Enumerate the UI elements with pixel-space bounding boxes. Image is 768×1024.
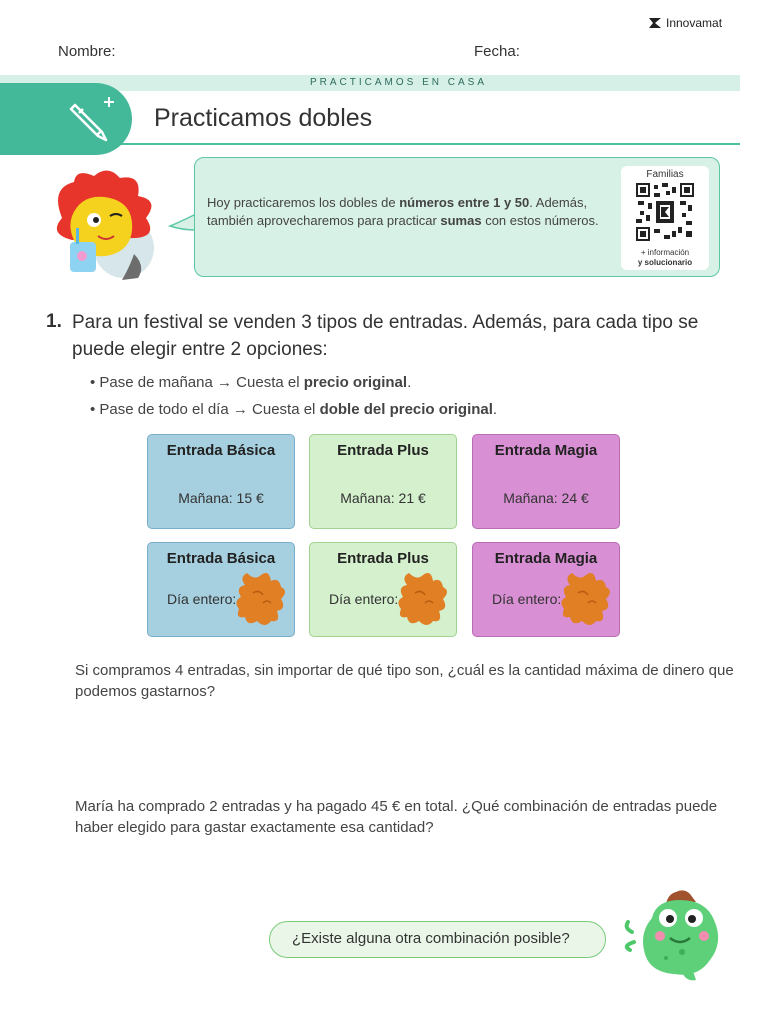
name-label: Nombre: [58, 43, 116, 60]
ticket-magia-day [472, 542, 620, 637]
qr-footer-info: + información [640, 248, 690, 257]
bullet-text: Pase de todo el día → Cuesta el [99, 401, 320, 418]
intro-part: con estos números. [481, 213, 599, 228]
ticket-price: Mañana: 21 € [340, 490, 426, 506]
bullet-text: Pase de mañana → Cuesta el [99, 374, 304, 391]
question-text: Para un festival se venden 3 tipos de entradas. Además, para cada tipo se puede elegir entre 2 opciones: [72, 312, 699, 360]
bullet-text: . [492, 401, 498, 418]
bullet-item: • Pase de todo el día → Cuesta el doble del precio original. [90, 401, 498, 418]
ticket-magia-morning [472, 434, 620, 529]
ticket-day-label: Día entero: [329, 591, 399, 607]
intro-text [207, 194, 607, 230]
ticket-title: Entrada Magia [494, 550, 598, 567]
ticket-title: Entrada Plus [337, 442, 429, 459]
mascot-character-icon [42, 168, 166, 286]
intro-box [194, 157, 720, 277]
ink-splat-icon [558, 569, 614, 629]
qr-footer-solutions: y solucionario [637, 258, 693, 267]
innovamat-logo-icon [648, 16, 662, 30]
ticket-title: Entrada Básica [166, 550, 276, 567]
brand [648, 16, 722, 30]
challenge-text: ¿Existe alguna otra combinación posible? [292, 930, 570, 947]
ticket-day-label: Día entero: [167, 591, 237, 607]
title-underline [120, 143, 740, 145]
ticket-basic-day [147, 542, 295, 637]
ticket-price: Mañana: 15 € [178, 490, 264, 506]
ticket-plus-day [309, 542, 457, 637]
qr-code-icon[interactable] [636, 183, 694, 241]
title-tab [0, 83, 132, 155]
bullet-item: • Pase de mañana → Cuesta el precio original. [90, 374, 412, 391]
bullet-bold: precio original [303, 374, 408, 391]
pencil-icon [66, 95, 116, 145]
ticket-title: Entrada Básica [166, 442, 276, 459]
ticket-basic-morning [147, 434, 295, 529]
bullet-bold: doble del precio original [319, 401, 493, 418]
ticket-title: Entrada Magia [494, 442, 598, 459]
question-number: 1. [46, 311, 62, 332]
ink-splat-icon [233, 569, 289, 629]
ticket-plus-morning [309, 434, 457, 529]
bullet-text: . [407, 374, 412, 391]
sub-question-1: Si compramos 4 entradas, sin importar de qué tipo son, ¿cuál es la cantidad máxima de dinero que podemos gastarnos? [75, 662, 734, 700]
intro-part: Hoy practicaremos los dobles de [207, 195, 400, 210]
green-monster-icon [622, 888, 726, 984]
intro-bold-sums: sumas [440, 213, 482, 228]
brand-name: Innovamat [666, 16, 723, 30]
ticket-title: Entrada Plus [337, 550, 429, 567]
sub-question-2: María ha comprado 2 entradas y ha pagado 45 € en total. ¿Qué combinación de entradas puede haber elegido para gastar exactamente esa cantidad? [75, 798, 718, 836]
intro-bold-range: números entre 1 y 50 [399, 195, 530, 210]
qr-card[interactable] [621, 166, 709, 270]
ticket-price: Mañana: 24 € [503, 490, 589, 506]
qr-title: Familias [646, 169, 684, 180]
banner-text: PRACTICAMOS EN CASA [310, 77, 488, 88]
ticket-day-label: Día entero: [492, 591, 562, 607]
challenge-bubble [269, 921, 606, 958]
intro-part: . Además, también aprovecharemos para practicar [207, 195, 588, 228]
date-label: Fecha: [474, 43, 520, 60]
page-title: Practicamos dobles [154, 104, 373, 132]
ink-splat-icon [395, 569, 451, 629]
